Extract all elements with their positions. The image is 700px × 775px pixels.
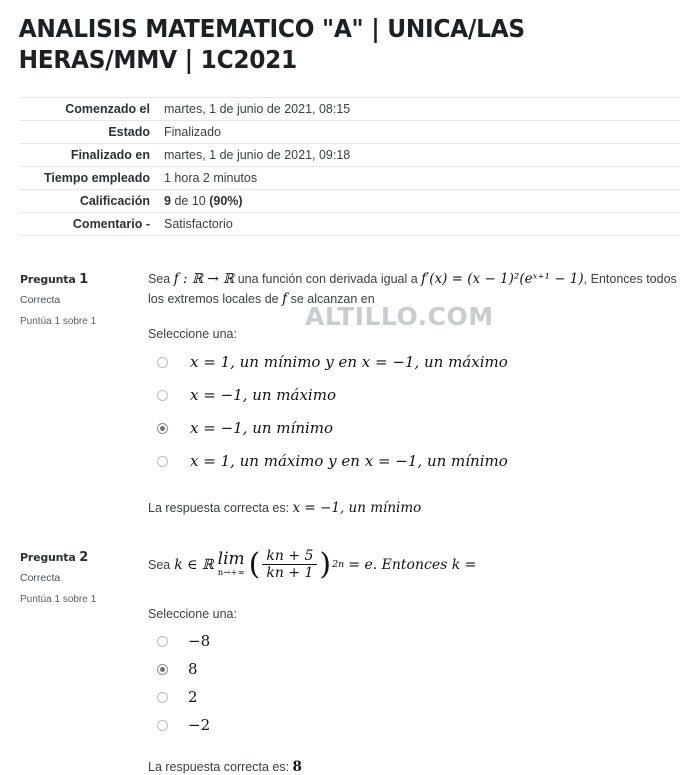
question-2-state: Correcta bbox=[20, 572, 61, 585]
summary-label-time: Tiempo empleado bbox=[43, 171, 150, 185]
question-2-points: Puntúa 1 sobre 1 bbox=[20, 594, 97, 606]
equals-e: = e bbox=[348, 556, 373, 573]
question-1 bbox=[20, 270, 680, 516]
option-label: −2 bbox=[188, 716, 211, 735]
grade-percent: (90%) bbox=[209, 194, 243, 208]
summary-value-state: Finalizado bbox=[164, 125, 221, 139]
stem-prefix: Sea bbox=[148, 557, 171, 572]
question-2-stem bbox=[148, 548, 680, 581]
stem-math-1: f : ℝ → ℝ bbox=[173, 271, 235, 287]
question-1-body bbox=[128, 270, 680, 516]
summary-label-started: Comenzado el bbox=[65, 102, 150, 116]
summary-value-comment: Satisfactorio bbox=[164, 217, 233, 231]
summary-value-grade bbox=[160, 190, 680, 213]
question-label-text: Pregunta bbox=[20, 551, 76, 565]
option-label: x = −1, un máximo bbox=[190, 386, 336, 405]
table-row bbox=[20, 213, 680, 236]
radio-icon[interactable] bbox=[157, 636, 168, 647]
question-2-label bbox=[20, 550, 128, 565]
question-2-info bbox=[20, 548, 128, 775]
correct-answer-prefix: La respuesta correcta es: bbox=[148, 501, 290, 516]
correct-answer-value: 8 bbox=[292, 759, 302, 775]
question-1-select-label: Seleccione una: bbox=[148, 327, 237, 342]
correct-answer-value: x = −1, un mínimo bbox=[292, 500, 422, 517]
correct-answer-prefix: La respuesta correcta es: bbox=[148, 760, 290, 775]
question-1-state: Correcta bbox=[20, 294, 61, 306]
summary-label-state: Estado bbox=[108, 125, 150, 139]
fraction-numerator: kn + 5 bbox=[266, 548, 314, 565]
question-number: 1 bbox=[79, 272, 89, 287]
summary-value-finished: martes, 1 de junio de 2021, 09:18 bbox=[164, 148, 351, 162]
summary-value-time: 1 hora 2 minutos bbox=[164, 171, 258, 185]
limit-operator: lim bbox=[217, 549, 245, 570]
table-row bbox=[20, 98, 680, 121]
stem-math-2: f′(x) = (x − 1)²(eˣ⁺¹ − 1) bbox=[421, 271, 584, 287]
question-label-text: Pregunta bbox=[20, 273, 76, 286]
question-2-correct-answer bbox=[148, 759, 680, 775]
fraction-denominator: kn + 1 bbox=[262, 564, 317, 581]
stem-end: se alcanzan en bbox=[290, 291, 375, 306]
radio-icon[interactable] bbox=[157, 692, 168, 703]
question-1-info bbox=[20, 270, 128, 516]
option-label: x = 1, un mínimo y en x = −1, un máximo bbox=[190, 353, 508, 372]
question-2-formula bbox=[148, 548, 476, 581]
question-1-options bbox=[148, 349, 680, 474]
limit-operator-block bbox=[218, 551, 245, 578]
question-2-body bbox=[128, 548, 680, 775]
option-row[interactable] bbox=[148, 349, 680, 375]
question-1-stem bbox=[148, 270, 680, 309]
page-title: ANALISIS MATEMATICO "A" | UNICA/LAS HERAS/MMV | 1C2021 bbox=[18, 14, 525, 74]
question-2 bbox=[20, 548, 680, 775]
option-label: 8 bbox=[188, 660, 198, 679]
question-1-correct-answer bbox=[148, 500, 680, 516]
radio-icon[interactable] bbox=[157, 390, 168, 401]
radio-icon[interactable] bbox=[157, 357, 168, 368]
fraction bbox=[262, 548, 317, 581]
attempt-summary-table bbox=[20, 97, 680, 236]
summary-label-comment: Comentario - bbox=[72, 217, 150, 231]
question-1-points: Puntúa 1 sobre 1 bbox=[20, 316, 97, 327]
question-1-label bbox=[20, 272, 128, 287]
summary-label-finished: Finalizado en bbox=[70, 148, 150, 162]
exponent: 2n bbox=[332, 558, 345, 570]
stem-suffix: , Entonces todos los extremos locales de bbox=[148, 272, 677, 306]
radio-icon[interactable] bbox=[157, 720, 168, 731]
option-label: −8 bbox=[188, 632, 211, 651]
table-row bbox=[20, 144, 680, 167]
open-paren: ( bbox=[248, 546, 261, 582]
table-row bbox=[20, 167, 680, 190]
option-label: x = −1, un mínimo bbox=[190, 419, 334, 438]
stem-math-3: f bbox=[282, 290, 288, 307]
option-label: 2 bbox=[188, 688, 198, 707]
table-row bbox=[20, 121, 680, 144]
question-2-options bbox=[148, 629, 680, 737]
option-label: x = 1, un máximo y en x = −1, un mínimo bbox=[190, 452, 508, 471]
summary-value-started: martes, 1 de junio de 2021, 08:15 bbox=[164, 102, 351, 116]
stem-prefix: Sea bbox=[148, 272, 171, 286]
option-row[interactable] bbox=[148, 415, 680, 441]
question-number: 2 bbox=[79, 550, 89, 566]
radio-icon[interactable] bbox=[157, 456, 168, 467]
option-row[interactable] bbox=[148, 713, 680, 737]
table-row bbox=[20, 190, 680, 213]
stem-math-1: k ∈ ℝ bbox=[174, 556, 214, 573]
option-row[interactable] bbox=[148, 657, 680, 681]
stem-mid: una función con derivada igual a bbox=[237, 272, 418, 286]
grade-score: 9 bbox=[164, 194, 171, 208]
option-row[interactable] bbox=[148, 382, 680, 408]
close-paren: ) bbox=[319, 546, 332, 582]
option-row[interactable] bbox=[148, 629, 680, 653]
radio-icon-selected[interactable] bbox=[157, 423, 168, 434]
grade-of: de 10 bbox=[174, 194, 206, 208]
summary-label-grade: Calificación bbox=[79, 194, 150, 208]
limit-subscript: n→+∞ bbox=[217, 568, 245, 579]
watermark: ALTILLO.COM bbox=[305, 302, 494, 331]
option-row[interactable] bbox=[148, 448, 680, 474]
radio-icon-selected[interactable] bbox=[157, 664, 168, 675]
stem-end: . Entonces k = bbox=[372, 556, 477, 573]
option-row[interactable] bbox=[148, 685, 680, 709]
question-2-select-label: Seleccione una: bbox=[148, 607, 237, 622]
